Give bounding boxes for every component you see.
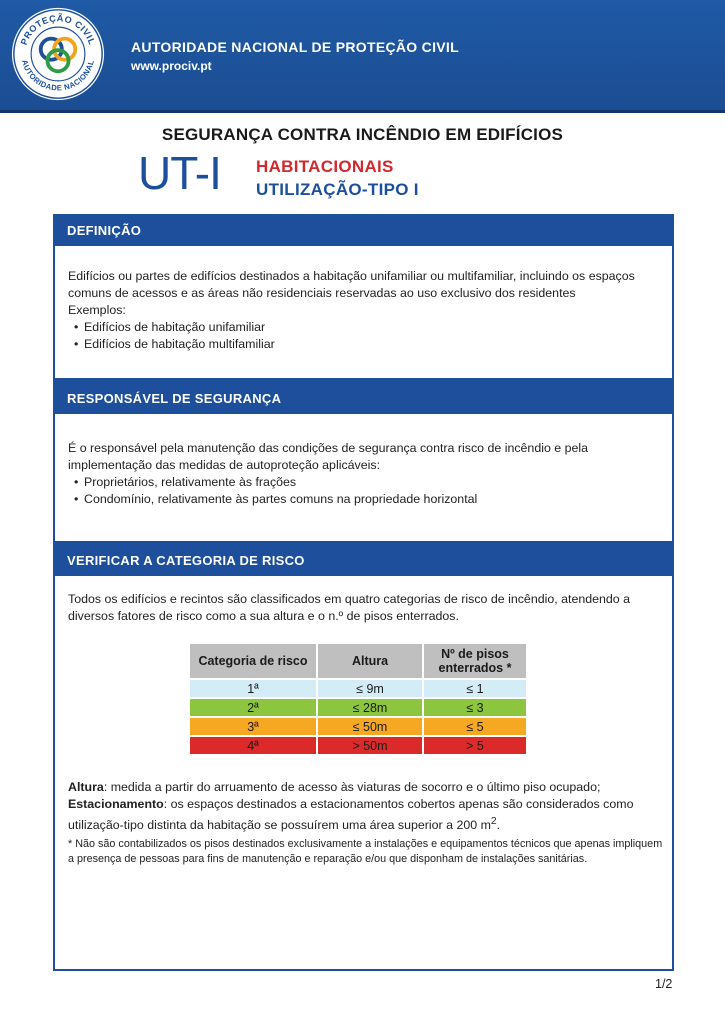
list-item: • Edifícios de habitação unifamiliar <box>68 319 660 336</box>
cell-pisos: ≤ 3 <box>424 699 526 716</box>
cell-altura: ≤ 9m <box>318 680 422 697</box>
note-estacionamento-end: . <box>496 818 501 833</box>
page-number: 1/2 <box>655 977 673 991</box>
cell-categoria: 4ª <box>190 737 316 754</box>
section-heading-responsavel: RESPONSÁVEL DE SEGURANÇA <box>53 384 674 414</box>
table-row <box>190 680 526 697</box>
note-altura-text: : medida a partir do arruamento de acesso às viaturas de socorro e o último piso ocupado; <box>103 780 601 794</box>
examples-label: Exemplos: <box>68 303 126 317</box>
risk-notes <box>68 779 668 834</box>
risk-category-table <box>188 642 528 756</box>
cell-altura: ≤ 50m <box>318 718 422 735</box>
ut-subtitle-utilizacao: UTILIZAÇÃO-TIPO I <box>256 180 419 199</box>
definicao-text: Edifícios ou partes de edifícios destinados a habitação unifamiliar ou multifamiliar, incluindo os espaços comuns de acessos e as áreas não residenciais reservadas ao uso exclusivo dos residentes <box>68 269 635 300</box>
column-header-categoria: Categoria de risco <box>190 644 316 678</box>
section-heading-definicao: DEFINIÇÃO <box>53 216 674 246</box>
note-altura <box>68 779 668 796</box>
protecao-civil-logo-icon <box>10 6 106 102</box>
note-estacionamento-text: : os espaços destinados a estacionamentos cobertos apenas são considerados como utilização-tipo distinta da habitação se possuírem uma área superior a 200 m <box>68 797 634 833</box>
column-header-pisos: Nº de pisos enterrados * <box>424 644 526 678</box>
table-header-row <box>190 644 526 678</box>
definicao-body <box>68 268 660 353</box>
cell-altura: ≤ 28m <box>318 699 422 716</box>
note-altura-label: Altura <box>68 780 104 794</box>
header-band <box>0 0 725 113</box>
responsavel-body <box>68 440 660 508</box>
page-title: SEGURANÇA CONTRA INCÊNDIO EM EDIFÍCIOS <box>161 125 564 144</box>
section-heading-categoria: VERIFICAR A CATEGORIA DE RISCO <box>53 546 674 576</box>
org-name: AUTORIDADE NACIONAL DE PROTEÇÃO CIVIL <box>131 39 459 55</box>
cell-pisos: ≤ 5 <box>424 718 526 735</box>
cell-categoria: 2ª <box>190 699 316 716</box>
table-row <box>190 718 526 735</box>
ut-code: UT-I <box>138 147 221 199</box>
cell-categoria: 3ª <box>190 718 316 735</box>
table-row <box>190 699 526 716</box>
list-item: • Proprietários, relativamente às frações <box>68 474 660 491</box>
svg-text:PROTEÇÃO CIVIL: PROTEÇÃO CIVIL <box>18 13 98 47</box>
svg-text:AUTORIDADE NACIONAL: AUTORIDADE NACIONAL <box>20 58 96 93</box>
list-item: • Edifícios de habitação multifamiliar <box>68 336 660 353</box>
column-header-altura: Altura <box>318 644 422 678</box>
table-row <box>190 737 526 754</box>
org-url-link[interactable]: www.prociv.pt <box>131 59 212 73</box>
categoria-text: Todos os edifícios e recintos são classificados em quatro categorias de risco de incêndio, atendendo a diversos fatores de risco como a sua altura e o n.º de pisos enterrados. <box>68 592 631 623</box>
cell-altura: > 50m <box>318 737 422 754</box>
note-estacionamento-sup: 2 <box>490 816 497 827</box>
cell-categoria: 1ª <box>190 680 316 697</box>
footnote: * Não são contabilizados os pisos destinados exclusivamente a instalações e equipamentos técnicos que apenas impliquem a presença de pessoas para fins de manutenção e reparação e/ou que disponham de instalações sanitárias. <box>68 838 663 865</box>
note-estacionamento-label: Estacionamento <box>68 797 164 811</box>
responsavel-text: É o responsável pela manutenção das condições de segurança contra risco de incêndio e pela implementação das medidas de autoproteção aplicáveis: <box>68 441 589 472</box>
cell-pisos: ≤ 1 <box>424 680 526 697</box>
examples-list <box>68 319 660 353</box>
list-item: • Condomínio, relativamente às partes comuns na propriedade horizontal <box>68 491 660 508</box>
ut-subtitle-habitacionais: HABITACIONAIS <box>256 157 394 176</box>
responsavel-list <box>68 474 660 508</box>
cell-pisos: > 5 <box>424 737 526 754</box>
note-estacionamento <box>68 796 668 834</box>
